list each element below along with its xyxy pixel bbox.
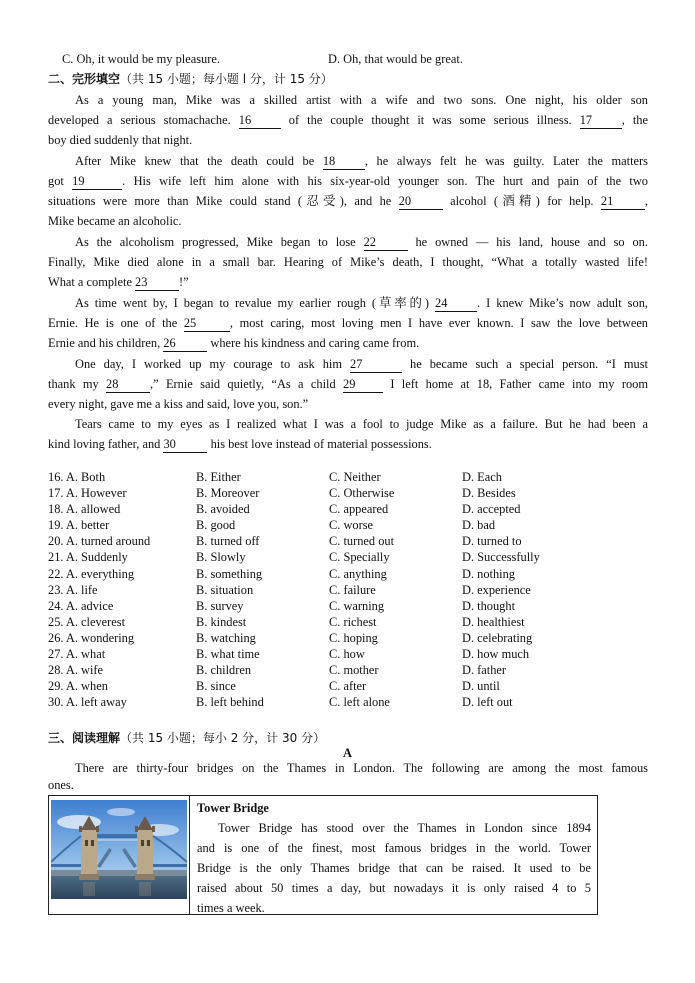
option-row <box>48 517 648 533</box>
option-b[interactable]: B. turned off <box>196 534 260 549</box>
section3-note: （共 15 小题；每小 2 分，计 30 分） <box>120 731 326 745</box>
option-b[interactable]: B. since <box>196 679 236 694</box>
box-divider <box>189 796 190 914</box>
option-a[interactable]: 29. A. when <box>48 679 108 694</box>
option-row <box>48 469 648 485</box>
passage-line: every night, gave me a kiss and said, love you, son.” <box>48 397 309 411</box>
tower-bridge-line: times a week. <box>197 901 265 915</box>
option-a[interactable]: 26. A. wondering <box>48 630 135 645</box>
option-a[interactable]: 25. A. cleverest <box>48 614 126 629</box>
option-b[interactable]: B. Slowly <box>196 550 246 565</box>
option-a[interactable]: 20. A. turned around <box>48 534 151 549</box>
tower-bridge-text <box>197 798 591 918</box>
tower-bridge-line: raised about 50 times a day, but nowadays it is only raised 4 to 5 <box>197 881 591 895</box>
option-b[interactable]: B. situation <box>196 582 254 597</box>
passage-line: situations were more than Mike could stand (忍受), and he 20 alcohol (酒精) for help. 21 , <box>48 194 648 208</box>
option-row <box>48 614 648 630</box>
option-a[interactable]: 27. A. what <box>48 647 106 662</box>
option-a[interactable]: 23. A. life <box>48 582 98 597</box>
passage-line: Tears came to my eyes as I realized what I was a fool to judge Mike as a failure. But he had been a <box>75 417 648 431</box>
option-a[interactable]: 17. A. However <box>48 486 127 501</box>
passage-line: As time went by, I began to revalue my earlier rough (草率的) 24 . I knew Mike’s now adult son, <box>75 296 648 310</box>
passage-line: As the alcoholism progressed, Mike began to lose 22 he owned — his land, house and so on. <box>75 235 648 249</box>
option-a[interactable]: 16. A. Both <box>48 470 106 484</box>
option-d[interactable]: D. how much <box>462 647 530 662</box>
section3-title: 三、阅读理解 <box>48 731 121 745</box>
option-d[interactable]: D. accepted <box>462 502 521 517</box>
passage-line: As a young man, Mike was a skilled artist with a wife and two sons. One night, his older son <box>75 93 648 107</box>
option-c[interactable]: C. failure <box>329 582 376 597</box>
passage-line: One day, I worked up my courage to ask him 27 he became such a special person. “I must <box>75 357 649 371</box>
option-d[interactable]: D. bad <box>462 518 496 533</box>
option-row <box>48 646 648 662</box>
option-b[interactable]: B. left behind <box>196 695 264 710</box>
option-a[interactable]: 30. A. left away <box>48 695 127 710</box>
blank-25[interactable]: 25 <box>184 316 230 332</box>
option-a[interactable]: 24. A. advice <box>48 598 114 613</box>
option-c[interactable]: C. Neither <box>329 470 381 484</box>
option-row <box>48 501 648 517</box>
passage-paragraph-5 <box>48 354 648 414</box>
reading-part-label: A <box>343 746 352 760</box>
section2-title: 二、完形填空 <box>48 72 121 86</box>
blank-26[interactable]: 26 <box>163 336 207 352</box>
option-b[interactable]: B. good <box>196 518 236 533</box>
tower-bridge-box <box>48 795 598 915</box>
tower-bridge-line: Bridge is the only Thames bridge that can be raised. It used to be <box>197 861 591 875</box>
blank-24[interactable]: 24 <box>435 296 477 312</box>
passage-line: After Mike knew that the death could be 18 , he always felt he was guilty. Later the matters <box>75 154 648 168</box>
option-b[interactable]: B. what time <box>196 647 260 662</box>
tower-bridge-line: Tower Bridge has stood over the Thames in London since 1894 <box>218 821 591 835</box>
option-row <box>48 630 648 646</box>
option-d[interactable]: D. left out <box>462 695 513 710</box>
tower-bridge-photo <box>51 800 187 899</box>
passage-line: Mike became an alcoholic. <box>48 214 182 228</box>
option-c[interactable]: C. Specially <box>329 550 390 565</box>
option-b[interactable]: B. watching <box>196 630 256 645</box>
option-a[interactable]: 22. A. everything <box>48 566 135 581</box>
option-a[interactable]: 19. A. better <box>48 518 110 533</box>
section2-header <box>48 69 648 89</box>
reading-intro-line: ones. <box>48 778 74 792</box>
option-c[interactable]: C. mother <box>329 663 379 678</box>
option-b[interactable]: B. children <box>196 663 252 678</box>
passage-line: Finally, Mike died alone in a small bar. Hearing of Mike’s death, I thought, “What a totally wasted life! <box>48 255 648 269</box>
blank-28[interactable]: 28 <box>106 377 150 393</box>
passage-line: thank my 28 ,” Ernie said quietly, “As a child 29 I left home at 18, Father came into my room <box>48 377 648 391</box>
passage-paragraph-4 <box>48 293 648 353</box>
blank-22[interactable]: 22 <box>364 235 408 251</box>
option-row <box>48 582 648 598</box>
top-option-d: D. Oh, that would be great. <box>328 52 463 66</box>
option-row <box>48 598 648 614</box>
option-d[interactable]: D. Besides <box>462 486 516 501</box>
option-c[interactable]: C. appeared <box>329 502 389 517</box>
option-row <box>48 533 648 549</box>
option-b[interactable]: B. something <box>196 566 263 581</box>
cloze-options <box>48 469 648 710</box>
reading-intro-line: There are thirty-four bridges on the Thames in London. The following are among the most famous <box>75 761 648 775</box>
option-b[interactable]: B. avoided <box>196 502 250 517</box>
blank-29[interactable]: 29 <box>343 377 383 393</box>
passage-paragraph-1 <box>48 90 648 150</box>
option-d[interactable]: D. thought <box>462 598 516 613</box>
passage-line: developed a serious stomachache. 16 of the couple thought it was some serious illness. 17 , the <box>48 113 648 127</box>
option-b[interactable]: B. kindest <box>196 614 247 629</box>
tower-bridge-illustration <box>51 800 187 899</box>
option-c[interactable]: C. left alone <box>329 695 390 710</box>
passage-paragraph-6 <box>48 414 648 454</box>
option-a[interactable]: 21. A. Suddenly <box>48 550 128 565</box>
passage-paragraph-3 <box>48 232 648 292</box>
option-c[interactable]: C. richest <box>329 614 377 629</box>
option-row <box>48 694 648 710</box>
option-d[interactable]: D. Each <box>462 470 502 484</box>
option-row <box>48 662 648 678</box>
blank-23[interactable]: 23 <box>135 275 179 291</box>
option-d[interactable]: D. until <box>462 679 500 694</box>
blank-20[interactable]: 20 <box>399 194 443 210</box>
blank-30[interactable]: 30 <box>163 437 207 453</box>
blank-19[interactable]: 19 <box>72 174 122 190</box>
option-c[interactable]: C. Otherwise <box>329 486 395 501</box>
option-d[interactable]: D. celebrating <box>462 630 533 645</box>
passage-line: What a complete 23 !” <box>48 275 189 289</box>
tower-bridge-line: and is one of the finest, most famous bridges in the world. Tower <box>197 841 591 855</box>
option-d[interactable]: D. father <box>462 663 507 678</box>
passage-line: Ernie and his children, 26 where his kindness and caring came from. <box>48 336 420 350</box>
option-b[interactable]: B. Either <box>196 470 241 484</box>
option-row <box>48 566 648 582</box>
option-c[interactable]: C. warning <box>329 598 385 613</box>
passage-paragraph-2 <box>48 151 648 231</box>
option-c[interactable]: C. anything <box>329 566 387 581</box>
option-d[interactable]: D. Successfully <box>462 550 540 565</box>
section2-note: （共 15 小题；每小题 l 分，计 15 分） <box>120 72 333 86</box>
blank-27[interactable]: 27 <box>350 357 402 373</box>
option-b[interactable]: B. Moreover <box>196 486 260 501</box>
reading-intro <box>48 760 648 794</box>
option-c[interactable]: C. after <box>329 679 367 694</box>
blank-21[interactable]: 21 <box>601 194 645 210</box>
passage-line: got 19 . His wife left him alone with his six-year-old younger son. The hurt and pain of the two <box>48 174 649 188</box>
option-a[interactable]: 18. A. allowed <box>48 502 121 517</box>
option-row <box>48 678 648 694</box>
option-b[interactable]: B. survey <box>196 598 244 613</box>
option-c[interactable]: C. how <box>329 647 365 662</box>
passage-line: kind loving father, and 30 his best love instead of material possessions. <box>48 437 432 451</box>
option-d[interactable]: D. turned to <box>462 534 522 549</box>
option-c[interactable]: C. hoping <box>329 630 378 645</box>
option-d[interactable]: D. nothing <box>462 566 516 581</box>
passage-line: Ernie. He is one of the 25 , most caring, most loving men I have ever known. I saw the love between <box>48 316 649 330</box>
top-option-c: C. Oh, it would be my pleasure. <box>62 52 220 66</box>
option-d[interactable]: D. experience <box>462 582 531 597</box>
option-c[interactable]: C. turned out <box>329 534 395 549</box>
tower-bridge-heading: Tower Bridge <box>197 801 269 815</box>
option-c[interactable]: C. worse <box>329 518 374 533</box>
blank-17[interactable]: 17 <box>580 113 622 129</box>
blank-18[interactable]: 18 <box>323 154 365 170</box>
passage-line: boy died suddenly that night. <box>48 133 193 147</box>
option-a[interactable]: 28. A. wife <box>48 663 104 678</box>
option-d[interactable]: D. healthiest <box>462 614 525 629</box>
option-row <box>48 549 648 565</box>
blank-16[interactable]: 16 <box>239 113 281 129</box>
option-row <box>48 485 648 501</box>
